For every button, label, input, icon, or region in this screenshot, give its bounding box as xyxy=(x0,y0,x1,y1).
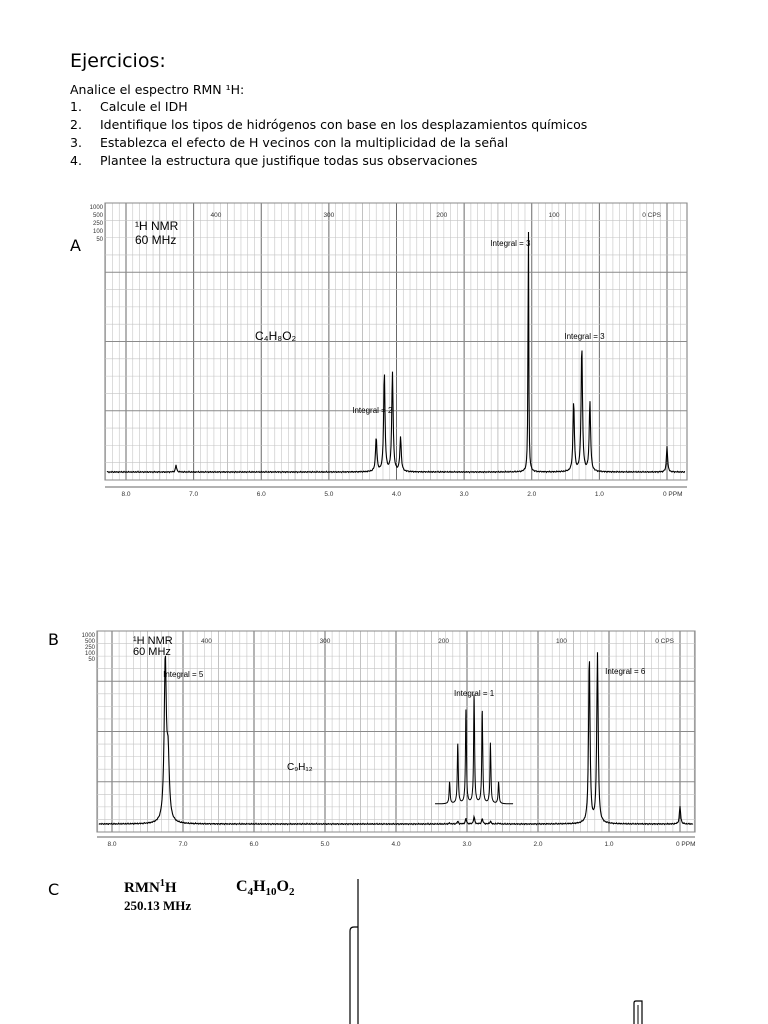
spectrum-b-label: B xyxy=(48,630,59,649)
x-tick-label: 8.0 xyxy=(121,491,131,498)
page-title: Ejercicios: xyxy=(70,50,166,72)
top-scale-label: 300 xyxy=(323,212,335,219)
integral-annotation: Integral = 6 xyxy=(605,667,646,676)
cps-label: 100 xyxy=(84,651,95,657)
top-scale-label: 0 CPS xyxy=(642,212,661,219)
cps-label: 1000 xyxy=(81,633,95,639)
spectrum-b-formula: C₉H₁₂ xyxy=(287,762,313,773)
x-tick-label: 4.0 xyxy=(391,491,402,498)
x-tick-label: 2.0 xyxy=(533,841,543,848)
formula-element: O xyxy=(276,878,289,895)
x-tick-label: 6.0 xyxy=(256,491,266,498)
integral-annotation: Integral = 3 xyxy=(490,239,531,248)
question-3 xyxy=(70,135,508,150)
intro-text: Analice el espectro RMN ¹H: xyxy=(70,82,245,97)
spectrum-c-freq-label: 250.13 MHz xyxy=(124,898,192,913)
spectrum-c-formula xyxy=(236,878,294,898)
question-2 xyxy=(70,117,587,132)
question-number: 1. xyxy=(70,99,82,114)
formula-element: C xyxy=(236,878,248,895)
formula-subscript: 4 xyxy=(247,886,254,899)
question-1 xyxy=(70,99,188,114)
spectrum-a-freq-label: 60 MHz xyxy=(135,233,177,247)
question-text: Plantee la estructura que justifique todas sus observaciones xyxy=(100,153,478,168)
x-tick-label: 7.0 xyxy=(178,841,188,848)
formula-subscript: 10 xyxy=(265,886,277,899)
cps-label: 50 xyxy=(96,237,103,243)
question-number: 3. xyxy=(70,135,82,150)
top-scale-label: 200 xyxy=(436,212,448,219)
question-text: Establezca el efecto de H vecinos con la multiplicidad de la señal xyxy=(100,135,509,150)
cps-label: 100 xyxy=(92,229,103,235)
integral-annotation: Integral = 1 xyxy=(453,689,495,698)
spectrum-a-chart xyxy=(85,200,697,500)
spectrum-a-nmr-label: ¹H NMR xyxy=(135,219,179,233)
x-tick-label: 2.0 xyxy=(527,491,537,498)
spectrum-c-nmr-h: H xyxy=(164,880,177,896)
spectrum-c-integral xyxy=(350,927,358,1024)
x-tick-label: 7.0 xyxy=(189,491,199,498)
integral-annotation: Integral = 3 xyxy=(564,332,605,341)
x-tick-label: 3.0 xyxy=(462,841,472,848)
cps-label: 500 xyxy=(84,639,95,645)
x-tick-label: 0 PPM xyxy=(676,841,696,848)
spectrum-b-nmr-label: ¹H NMR xyxy=(133,635,173,647)
spectrum-a-label: A xyxy=(70,236,81,255)
top-scale-label: 300 xyxy=(319,638,331,645)
spectrum-a-formula: C₄H₈O₂ xyxy=(255,329,297,343)
integral-annotation: Integral = 5 xyxy=(163,670,204,679)
cps-label: 50 xyxy=(88,657,95,663)
top-scale-label: 100 xyxy=(556,638,567,645)
formula-subscript: 2 xyxy=(288,886,295,899)
cps-label: 250 xyxy=(84,645,95,651)
x-tick-label: 0 PPM xyxy=(663,491,683,498)
x-tick-label: 1.0 xyxy=(604,841,614,848)
x-tick-label: 8.0 xyxy=(107,841,117,848)
spectrum-c-label: C xyxy=(48,880,60,899)
x-tick-label: 5.0 xyxy=(324,491,334,498)
spectrum-b-chart xyxy=(75,628,697,848)
top-scale-label: 400 xyxy=(210,212,222,219)
question-4 xyxy=(70,153,477,168)
top-scale-label: 400 xyxy=(201,638,212,645)
question-text: Identifique los tipos de hidrógenos con base en los desplazamientos químicos xyxy=(100,117,588,132)
spectrum-c-nmr-text: RMN xyxy=(124,880,160,896)
cps-label: 250 xyxy=(92,221,103,227)
question-text: Calcule el IDH xyxy=(100,99,188,114)
top-scale-label: 200 xyxy=(438,638,449,645)
x-tick-label: 3.0 xyxy=(459,491,469,498)
x-tick-label: 6.0 xyxy=(249,841,259,848)
question-number: 2. xyxy=(70,117,82,132)
integral-annotation: Integral = 2 xyxy=(352,406,393,415)
spectrum-b-freq-label: 60 MHz xyxy=(133,646,171,658)
question-number: 4. xyxy=(70,153,82,168)
spectrum-c-nmr-label xyxy=(124,878,177,897)
cps-label: 500 xyxy=(92,213,103,219)
x-tick-label: 1.0 xyxy=(594,491,604,498)
top-scale-label: 100 xyxy=(548,212,560,219)
cps-label: 1000 xyxy=(89,205,103,211)
spectrum-c-chart xyxy=(340,875,680,1024)
formula-element: H xyxy=(253,878,266,895)
x-tick-label: 4.0 xyxy=(391,841,401,848)
spectrum-c-nmr-sup: 1 xyxy=(159,878,165,889)
x-tick-label: 5.0 xyxy=(320,841,330,848)
top-scale-label: 0 CPS xyxy=(655,638,674,645)
